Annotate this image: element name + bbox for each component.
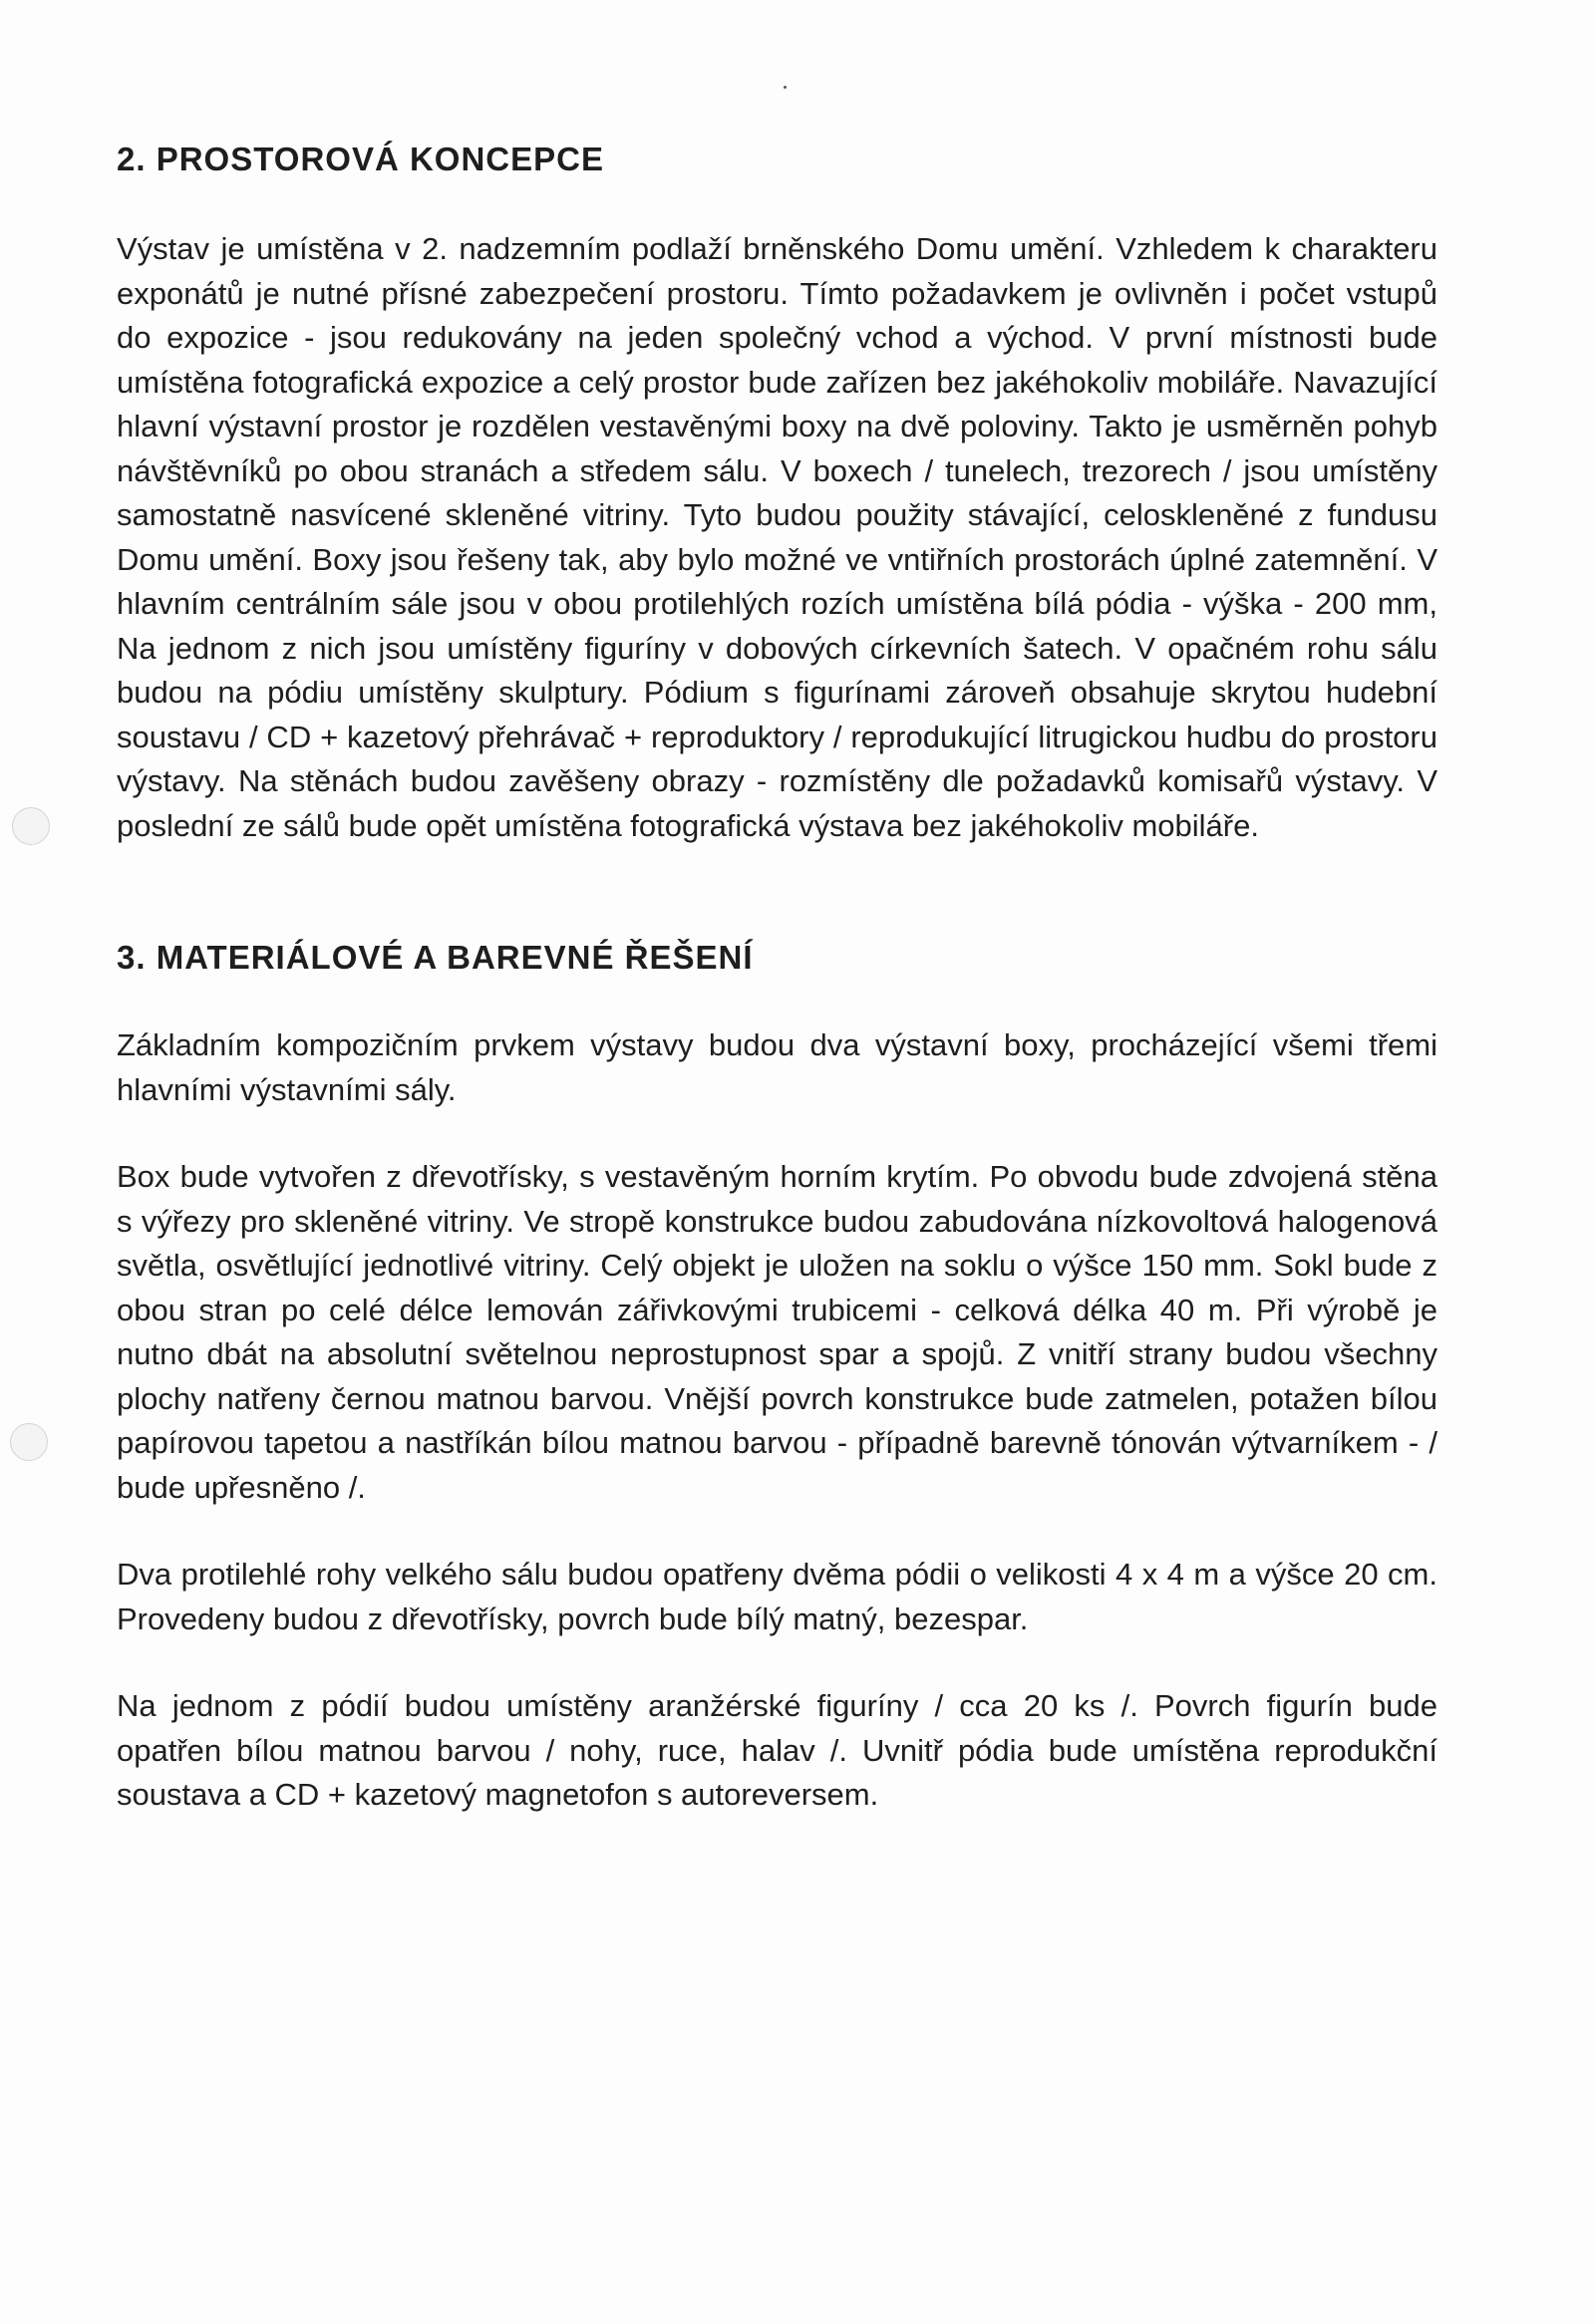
scan-speck bbox=[784, 86, 787, 89]
section-2-heading: 2. PROSTOROVÁ KONCEPCE bbox=[117, 141, 604, 177]
section-3-paragraph-4: Na jednom z pódií budou umístěny aranžérské figuríny / cca 20 ks /. Povrch figurín bude opatřen bílou matnou barvou / nohy, ruce, halav /. Uvnitř pódia bude umístěna reprodukční soustava a CD + kazetový magnetofon s autoreversem. bbox=[117, 1688, 1437, 1812]
punch-hole-top bbox=[12, 807, 50, 845]
punch-hole-bottom bbox=[10, 1423, 48, 1461]
section-3-paragraph-1: Základním kompozičním prvkem výstavy budou dva výstavní boxy, procházející všemi třemi hlavními výstavními sály. bbox=[117, 1027, 1437, 1107]
section-3-paragraph-3: Dva protilehlé rohy velkého sálu budou opatřeny dvěma pódii o velikosti 4 x 4 m a výšce 20 cm. Provedeny budou z dřevotřísky, povrch bude bílý matný, bezespar. bbox=[117, 1557, 1437, 1636]
section-2-paragraph: Výstav je umístěna v 2. nadzemním podlaží brněnského Domu umění. Vzhledem k charakteru exponátů je nutné přísné zabezpečení prostoru. Tímto požadavkem je ovlivněn i počet vstupů do expozice - jsou redukovány na jeden společný vchod a východ. V první místnosti bude umístěna fotografická expozice a celý prostor bude zařízen bez jakéhokoliv mobiláře. Navazující hlavní výstavní prostor je rozdělen vestavěnými boxy na dvě poloviny. Takto je usměrněn pohyb návštěvníků po obou stranách a středem sálu. V boxech / tunelech, trezorech / jsou umístěny samostatně nasvícené skleněné vitriny. Tyto budou použity stávající, celoskleněné z fundusu Domu umění. Boxy jsou řešeny tak, aby bylo možné ve vntiřních prostorách úplné zatemnění. V hlavním centrálním sále jsou v obou protilehlých rozích umístěna bílá pódia - výška - 200 mm, Na jednom z nich jsou umístěny figuríny v dobových církevních šatech. V opačném rohu sálu budou na pódiu umístěny skulptury. Pódium s figurínami zároveň obsahuje skrytou hudební soustavu / CD + kazetový přehrávač + reproduktory / reprodukující litrugickou hudbu do prostoru výstavy. Na stěnách budou zavěšeny obrazy - rozmístěny dle požadavků komisařů výstavy. V poslední ze sálů bude opět umístěna fotografická výstava bez jakéhokoliv mobiláře. bbox=[117, 231, 1437, 843]
section-3-paragraph-2: Box bude vytvořen z dřevotřísky, s vestavěným horním krytím. Po obvodu bude zdvojená stěna s výřezy pro skleněné vitriny. Ve stropě konstrukce budou zabudována nízkovoltová halogenová světla, osvětlující jednotlivé vitriny. Celý objekt je uložen na soklu o výšce 150 mm. Sokl bude z obou stran po celé délce lemován zářivkovými trubicemi - celková délka 40 m. Při výrobě je nutno dbát na absolutní světelnou neprostupnost spar a spojů. Z vnitří strany budou všechny plochy natřeny černou matnou barvou. Vnější povrch konstrukce bude zatmelen, potažen bílou papírovou tapetou a nastříkán bílou matnou barvou - případně barevně tónován výtvarníkem - / bude upřesněno /. bbox=[117, 1159, 1437, 1505]
document-body bbox=[117, 138, 1437, 1818]
section-3-heading: 3. MATERIÁLOVÉ A BAREVNÉ ŘEŠENÍ bbox=[117, 939, 754, 976]
